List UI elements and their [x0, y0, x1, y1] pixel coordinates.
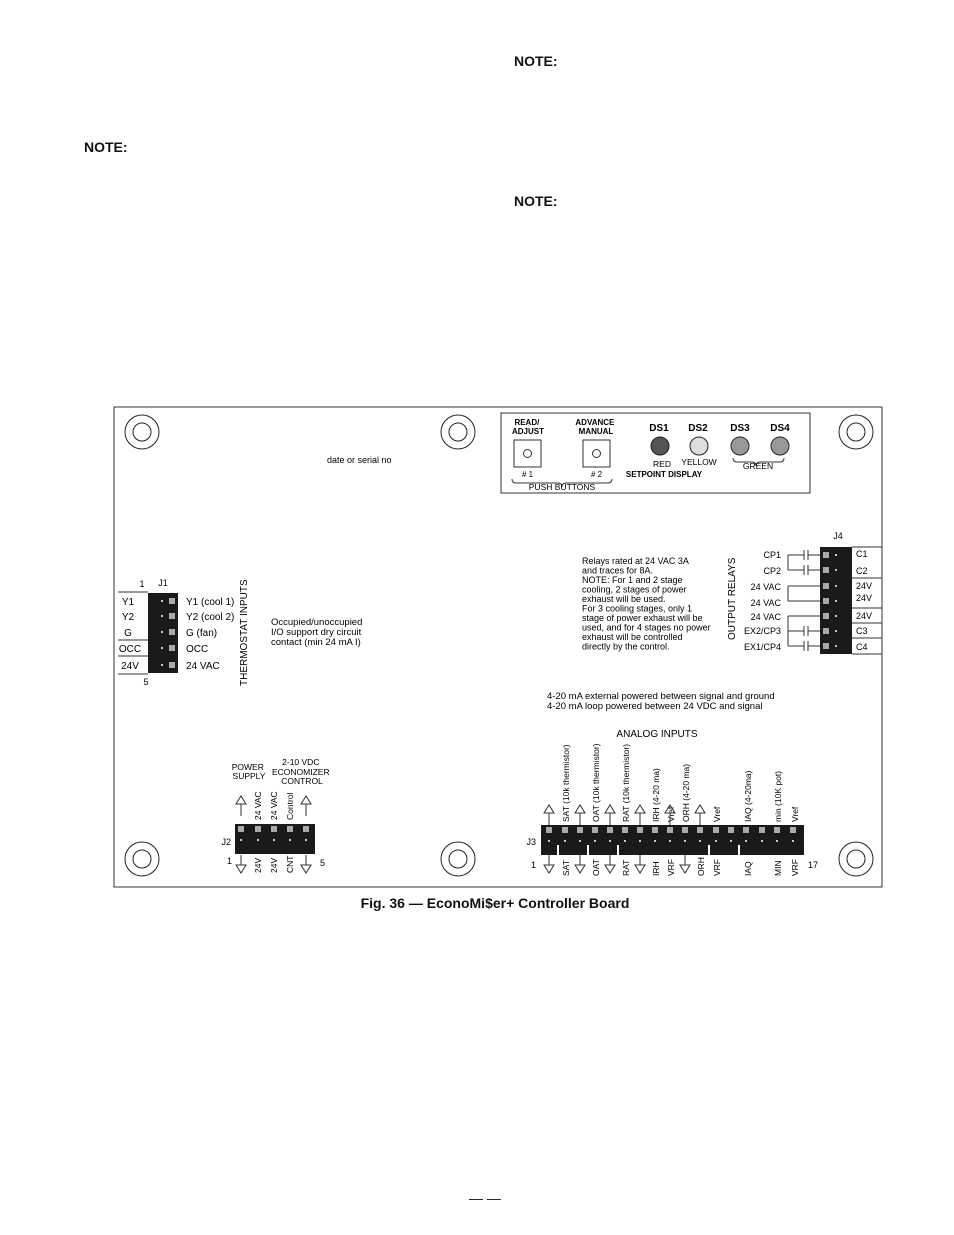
j3-pin-dot	[579, 840, 581, 842]
j4-right-label: 24V	[856, 611, 873, 621]
j4-pin	[823, 613, 829, 619]
ds3-label: DS3	[730, 423, 750, 434]
j3-pin	[759, 827, 765, 833]
j3-separator	[708, 845, 710, 855]
economizer-control-label: 2-10 VDC ECONOMIZER CONTROL	[272, 757, 330, 786]
up-arrow	[695, 805, 705, 825]
j1-right-label: 24 VAC	[186, 661, 220, 672]
date-serial-label: date or serial no	[327, 455, 392, 465]
mounting-hole	[125, 842, 159, 876]
j1-pin	[169, 598, 175, 604]
j4-pin	[823, 567, 829, 573]
mounting-hole	[839, 415, 873, 449]
ds4-label: DS4	[770, 423, 790, 434]
j4-right-label: C1	[856, 549, 868, 559]
j1-pin	[169, 629, 175, 635]
j4-pin-dot	[835, 645, 837, 647]
setpoint-display-label: SETPOINT DISPLAY	[625, 470, 703, 479]
up-arrow	[575, 805, 585, 825]
j3-pin	[637, 827, 643, 833]
down-arrow	[680, 855, 690, 873]
j3-bottom-label: RAT	[621, 859, 631, 876]
j3-pin	[743, 827, 749, 833]
j3-bottom-label: IRH	[651, 861, 661, 876]
j2-pin-last: 5	[320, 858, 326, 868]
j4-left-label: 24 VAC	[750, 582, 781, 592]
up-arrow	[635, 805, 645, 825]
up-arrow	[236, 796, 246, 816]
figure-caption: Fig. 36 — EconoMi$er+ Controller Board	[360, 895, 630, 911]
j3-pin	[652, 827, 658, 833]
j2-pin-dot	[257, 839, 259, 841]
j2-pin-dot	[273, 839, 275, 841]
j4-left-label: 24 VAC	[750, 612, 781, 622]
j3-top-label: IAQ (4-20ma)	[743, 770, 753, 822]
relay-contacts	[788, 550, 820, 651]
j2-bottom-label: 24V	[269, 857, 279, 873]
j3-name: J3	[526, 837, 536, 847]
j3-pin-first: 1	[530, 860, 536, 870]
j2-pin	[303, 826, 309, 832]
j3-top-label: Vref	[666, 806, 676, 822]
j1-pin	[169, 645, 175, 651]
analog-power-note: 4-20 mA external powered between signal and ground 4-20 mA loop powered between 24 VDC and signal	[547, 691, 775, 712]
advance-manual-button[interactable]	[583, 440, 610, 467]
j4-right-label: C2	[856, 566, 868, 576]
j1-right-label: OCC	[186, 644, 209, 655]
j3-pin-dot	[639, 840, 641, 842]
j4-pin	[823, 628, 829, 634]
j3-pin-dot	[594, 840, 596, 842]
j4-pin-dot	[835, 585, 837, 587]
j1-pin	[169, 662, 175, 668]
j4-right-label: C4	[856, 642, 868, 652]
j3-top-label: min (10K pot)	[773, 770, 783, 822]
j4-left-label: EX1/CP4	[743, 642, 781, 652]
j4-pin-dot	[835, 600, 837, 602]
j3-pin-dot	[654, 840, 656, 842]
up-arrow	[301, 796, 311, 816]
j1-right-label: Y1 (cool 1)	[186, 597, 235, 608]
ds2-label: DS2	[688, 423, 708, 434]
j4-left-label: CP1	[763, 550, 781, 560]
j3-top-label: Vref	[712, 806, 722, 822]
j2-pin-first: 1	[226, 856, 232, 866]
j3-bottom-label: ORH	[696, 857, 706, 876]
j3-pin-dot	[730, 840, 732, 842]
page-number: — —	[469, 1190, 501, 1206]
j3-pin-dot	[669, 840, 671, 842]
j2-pin	[271, 826, 277, 832]
j2-pin	[255, 826, 261, 832]
down-arrow	[605, 855, 615, 873]
j2-pin-dot	[240, 839, 242, 841]
j3-bottom-label: OAT	[591, 859, 601, 876]
j3-bottom-label: VRF	[712, 859, 722, 876]
j3-pin	[667, 827, 673, 833]
j3-pin-dot	[715, 840, 717, 842]
j1-pin-dot	[161, 664, 163, 666]
occupied-note: Occupied/unoccupied I/O support dry circuit contact (min 24 mA I)	[271, 617, 363, 648]
j3-bottom-label: IAQ	[743, 861, 753, 876]
ds4-led	[771, 437, 789, 455]
mounting-hole	[839, 842, 873, 876]
j4-pin	[823, 552, 829, 558]
down-arrow	[575, 855, 585, 873]
j2-top-label: 24 VAC	[253, 791, 263, 820]
green-label: GREEN	[742, 461, 774, 471]
read-adjust-label: READ/ ADJUST	[511, 418, 545, 436]
ds1-label: DS1	[649, 423, 669, 434]
j2-connector-section	[221, 757, 332, 873]
note-heading-1: NOTE:	[514, 53, 558, 69]
j3-bottom-label: SAT	[561, 860, 571, 876]
j2-pin-dot	[289, 839, 291, 841]
down-arrow	[544, 855, 554, 873]
j3-separator	[738, 845, 740, 855]
j2-name: J2	[221, 837, 231, 847]
j1-right-label: G (fan)	[186, 628, 218, 639]
j1-pin-last: 5	[143, 677, 149, 687]
j2-bottom-label: CNT	[285, 855, 295, 873]
j1-pin-dot	[161, 600, 163, 602]
j4-connector-section	[582, 531, 882, 654]
j4-pin	[823, 583, 829, 589]
j2-pin-dot	[305, 839, 307, 841]
output-relays-label: OUTPUT RELAYS	[727, 557, 738, 640]
j3-bottom-label: MIN	[773, 860, 783, 876]
j4-pin-dot	[835, 569, 837, 571]
j3-separator	[587, 845, 589, 855]
relay-note: Relays rated at 24 VAC 3A and traces for 8A. NOTE: For 1 and 2 stage cooling, 2 stages of power exhaust will be used. For 3 cooling stages, only 1 stage of power exhaust will be used, and for 4 stages no power exhaust will be controlled directly by the control.	[582, 556, 711, 652]
yellow-label: YELLOW	[681, 457, 717, 467]
j2-top-label: 24 VAC	[269, 791, 279, 820]
j1-pin-dot	[161, 631, 163, 633]
mounting-hole	[125, 415, 159, 449]
j3-top-label: RAT (10k thermistor)	[621, 743, 631, 822]
j4-pin-dot	[835, 554, 837, 556]
button-2-number: # 2	[590, 470, 603, 479]
j3-connector-section	[526, 729, 818, 876]
j3-top-label: ORH (4-20 ma)	[681, 763, 691, 822]
j3-pin-dot	[684, 840, 686, 842]
advance-manual-label: ADVANCE MANUAL	[575, 418, 615, 436]
j3-pin-dot	[776, 840, 778, 842]
ds3-led	[731, 437, 749, 455]
j3-bottom-label: VRF	[790, 859, 800, 876]
j1-pin	[169, 613, 175, 619]
note-heading-3: NOTE:	[514, 193, 558, 209]
j3-pin-dot	[792, 840, 794, 842]
up-arrow	[605, 805, 615, 825]
j3-pin-last: 17	[808, 860, 819, 870]
down-arrow	[301, 855, 311, 873]
j3-pin	[790, 827, 796, 833]
j1-pin-dot	[161, 615, 163, 617]
j1-left-label: Y1	[121, 597, 135, 608]
j4-left-label: 24 VAC	[750, 598, 781, 608]
j3-pin-dot	[761, 840, 763, 842]
j2-pin	[238, 826, 244, 832]
ds2-led	[690, 437, 708, 455]
j3-top-label: IRH (4-20 ma)	[651, 768, 661, 822]
j2-pin	[287, 826, 293, 832]
j3-pin-dot	[624, 840, 626, 842]
j3-pin	[546, 827, 552, 833]
push-buttons-label: PUSH BUTTONS	[528, 482, 596, 492]
j3-pin-dot	[564, 840, 566, 842]
j4-right-label: C3	[856, 626, 868, 636]
read-adjust-button[interactable]	[514, 440, 541, 467]
j4-right-label: 24V	[856, 593, 873, 603]
j4-right-label: 24V	[856, 581, 873, 591]
ds1-led	[651, 437, 669, 455]
mounting-hole	[441, 842, 475, 876]
j4-pin-dot	[835, 630, 837, 632]
thermostat-inputs-label: THERMOSTAT INPUTS	[239, 579, 250, 686]
j1-name: J1	[158, 578, 168, 588]
note-heading-2: NOTE:	[84, 139, 128, 155]
j1-pin-dot	[161, 647, 163, 649]
j1-right-label: Y2 (cool 2)	[186, 612, 235, 623]
j3-pin-dot	[609, 840, 611, 842]
j3-pin	[592, 827, 598, 833]
j3-top-label: SAT (10k thermistor)	[561, 744, 571, 822]
j1-left-label: G	[124, 628, 132, 639]
j3-pin	[622, 827, 628, 833]
j3-pin	[682, 827, 688, 833]
j1-connector-section	[118, 578, 365, 687]
j3-pin	[607, 827, 613, 833]
j3-pin-dot	[548, 840, 550, 842]
j3-separator	[557, 845, 559, 855]
j3-top-label: Vref	[790, 806, 800, 822]
j4-pin	[823, 643, 829, 649]
j4-pin-dot	[835, 615, 837, 617]
j3-pin	[577, 827, 583, 833]
power-supply-label: POWER SUPPLY	[231, 762, 266, 781]
j3-pin	[728, 827, 734, 833]
j2-top-label: Control	[285, 792, 295, 820]
red-label: RED	[653, 459, 671, 469]
j4-pin	[823, 598, 829, 604]
j4-left-label: CP2	[763, 566, 781, 576]
j3-bottom-label: VRF	[666, 859, 676, 876]
up-arrow	[544, 805, 554, 825]
j1-left-label: 24V	[121, 661, 139, 672]
j3-top-label: OAT (10k thermistor)	[591, 743, 601, 822]
down-arrow	[236, 855, 246, 873]
j3-separator	[617, 845, 619, 855]
j3-pin	[562, 827, 568, 833]
j1-pin-first: 1	[139, 579, 145, 589]
j4-name: J4	[833, 531, 843, 541]
mounting-hole	[441, 415, 475, 449]
j3-pin	[697, 827, 703, 833]
j3-pin	[713, 827, 719, 833]
down-arrow	[635, 855, 645, 873]
j1-left-label: OCC	[118, 644, 142, 655]
j1-left-label: Y2	[121, 612, 135, 623]
j3-pin	[774, 827, 780, 833]
j2-bottom-label: 24V	[253, 857, 263, 873]
j3-pin-dot	[699, 840, 701, 842]
button-1-number: # 1	[521, 470, 534, 479]
analog-inputs-label: ANALOG INPUTS	[616, 729, 698, 740]
j4-left-label: EX2/CP3	[743, 626, 781, 636]
j3-pin-dot	[745, 840, 747, 842]
push-button-panel	[501, 413, 810, 493]
